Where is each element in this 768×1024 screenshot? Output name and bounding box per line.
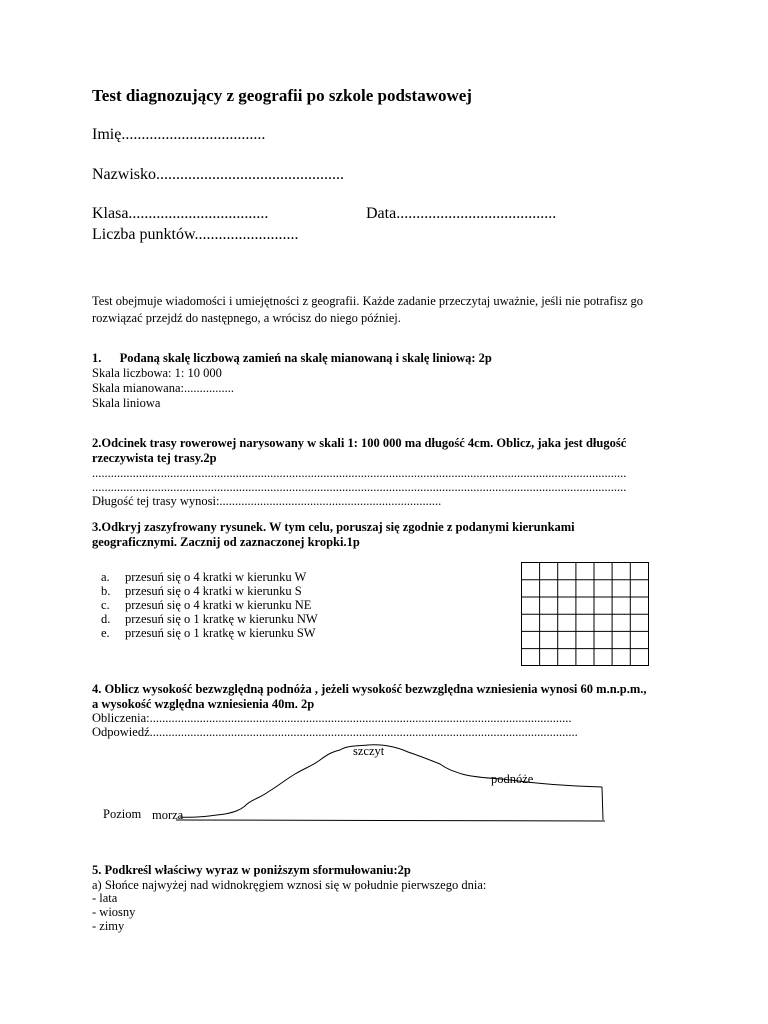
q2-heading-1: 2.Odcinek trasy rowerowej narysowany w skali 1: 100 000 ma długość 4cm. Oblicz, jaka jest długość <box>92 436 627 450</box>
q5-option-spring[interactable]: - wiosny <box>92 905 136 919</box>
q1-line-1: Skala liczbowa: 1: 10 000 <box>92 366 222 380</box>
q3-options-list <box>101 570 318 640</box>
q4-heading-1: 4. Oblicz wysokość bezwzględną podnóża , jeżeli wysokość bezwzględna wzniesienia wynosi 60 m.n.p.m., <box>92 682 647 696</box>
q3-option: e. przesuń się o 1 kratkę w kierunku SW <box>101 626 316 640</box>
q5-option-summer[interactable]: - lata <box>92 891 118 905</box>
q3-option: d. przesuń się o 1 kratkę w kierunku NW <box>101 612 318 626</box>
points-field[interactable]: Liczba punktów.......................... <box>92 226 299 243</box>
q5-option-winter[interactable]: - zimy <box>92 919 125 933</box>
label-summit: szczyt <box>353 744 385 758</box>
q3-option: a. przesuń się o 4 kratki w kierunku W <box>101 570 307 584</box>
q1-line-3: Skala liniowa <box>92 396 161 410</box>
q5-heading: 5. Podkreśl właściwy wyraz w poniższym sformułowaniu:2p <box>92 863 411 877</box>
intro-line-2: rozwiązać przejdź do następnego, a wrócisz do niego później. <box>92 311 401 325</box>
label-sea-level-1: Poziom <box>103 807 142 821</box>
q1-number: 1. <box>92 351 102 365</box>
q2-answer-dots-2[interactable]: ........................................................................................................................................................................... <box>92 480 627 494</box>
page-title: Test diagnozujący z geografii po szkole podstawowej <box>92 86 472 105</box>
first-name-field[interactable]: Imię.................................... <box>92 126 266 143</box>
label-foothill: podnóże <box>491 772 534 786</box>
q5-line: a) Słońce najwyżej nad widnokręgiem wznosi się w południe pierwszego dnia: <box>92 878 487 892</box>
q1-line-2[interactable]: Skala mianowana:................ <box>92 381 234 395</box>
date-field[interactable]: Data........................................ <box>366 205 557 222</box>
q4-heading-2: a wysokość względna wzniesienia 40m. 2p <box>92 697 315 711</box>
q1-heading <box>92 351 492 366</box>
q3-heading-1: 3.Odkryj zaszyfrowany rysunek. W tym celu, poruszaj się zgodnie z podanymi kierunkami <box>92 520 575 534</box>
q2-heading-2: rzeczywista tej trasy.2p <box>92 451 217 465</box>
q2-answer-dots-1[interactable]: ........................................................................................................................................................................... <box>92 466 627 480</box>
label-sea-level-2: morza <box>152 808 184 822</box>
q3-option: c. przesuń się o 4 kratki w kierunku NE <box>101 598 312 612</box>
q3-heading-2: geograficznymi. Zacznij od zaznaczonej kropki.1p <box>92 535 360 549</box>
q4-calculations[interactable]: Obliczenia:....................................................................................................................................... <box>92 711 572 725</box>
q1-heading-text: Podaną skalę liczbową zamień na skalę mianowaną i skalę liniową: 2p <box>119 351 492 365</box>
last-name-field[interactable]: Nazwisko............................................... <box>92 166 344 183</box>
q3-grid[interactable] <box>521 562 651 668</box>
q3-option: b. przesuń się o 4 kratki w kierunku S <box>101 584 302 598</box>
intro-line-1: Test obejmuje wiadomości i umiejętności z geografii. Każde zadanie przeczytaj uważnie, jeśli nie potrafisz go <box>92 294 643 308</box>
class-field[interactable]: Klasa................................... <box>92 205 269 222</box>
q4-answer[interactable]: Odpowiedź......................................................................................................................................... <box>92 725 578 739</box>
q2-answer-line[interactable]: Długość tej trasy wynosi:....................................................................... <box>92 494 442 508</box>
